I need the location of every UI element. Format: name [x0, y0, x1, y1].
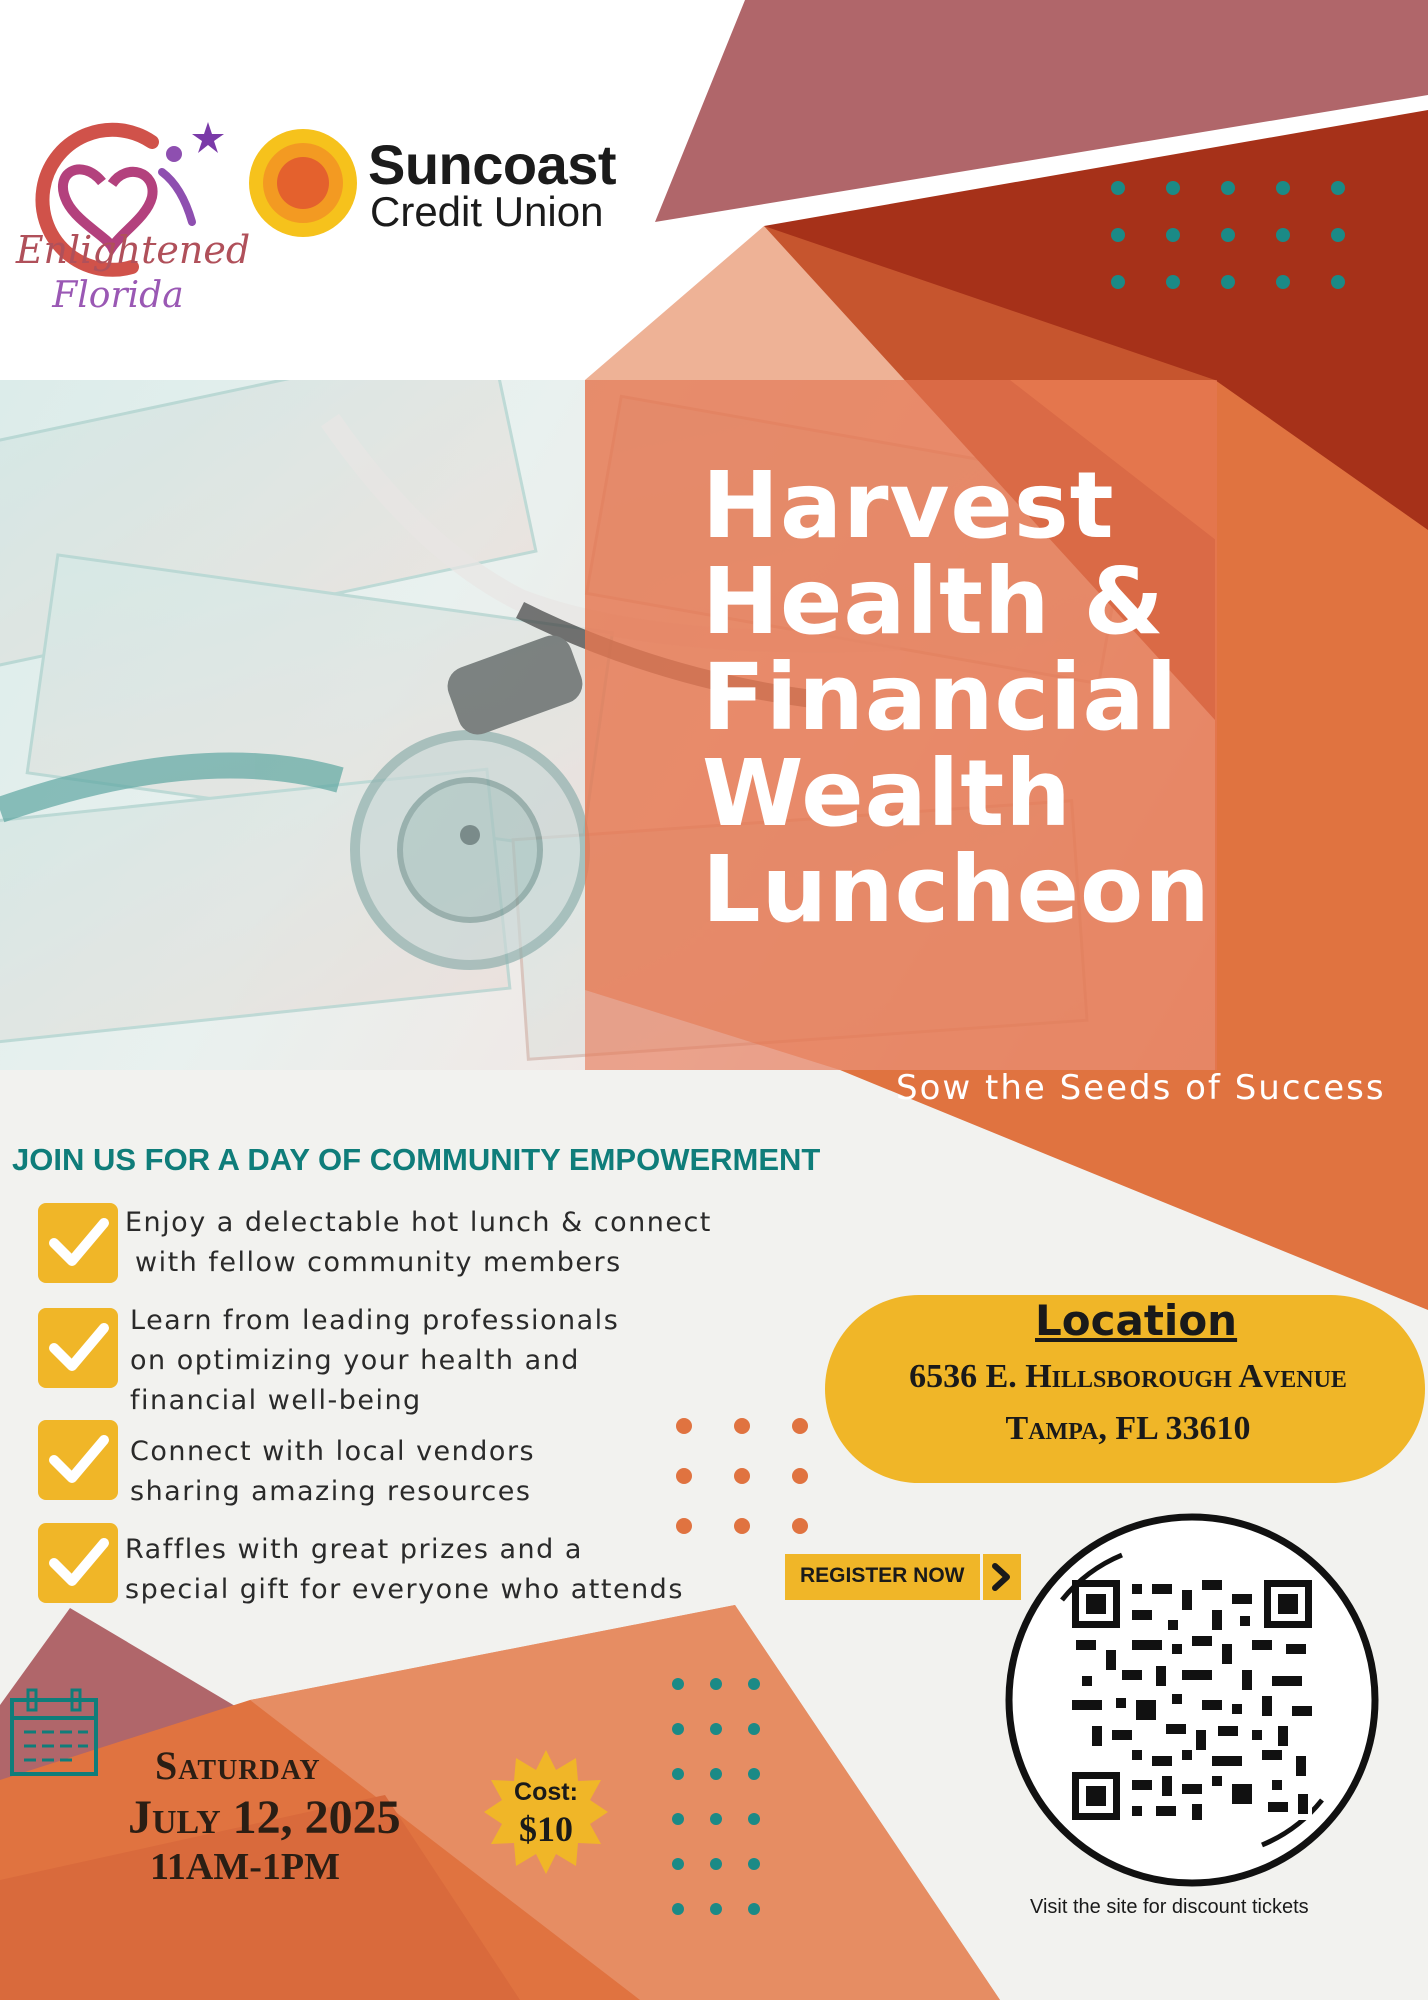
orange-dots: [672, 1410, 812, 1540]
tagline: Sow the Seeds of Success: [896, 1068, 1386, 1108]
suncoast-name: Suncoast: [368, 133, 617, 196]
florida-logo-text: Florida: [52, 275, 184, 316]
qr-caption: Visit the site for discount tickets: [1030, 1896, 1309, 1918]
cost-value: $10: [519, 1809, 573, 1849]
teal-dots-top: [1100, 172, 1360, 292]
cost-label: Cost:: [514, 1778, 578, 1806]
location-street: 6536 E. Hillsborough Avenue: [909, 1358, 1347, 1395]
suncoast-subtitle: Credit Union: [370, 188, 604, 235]
event-time: 11AM-1PM: [150, 1846, 340, 1888]
calendar-icon: [8, 1686, 100, 1778]
register-now-label[interactable]: REGISTER NOW: [800, 1564, 965, 1587]
check-icon: [38, 1420, 118, 1500]
location-city: Tampa, FL 33610: [1005, 1410, 1251, 1447]
sun-logo: [248, 128, 358, 238]
title-line: Wealth: [702, 740, 1072, 847]
check-icon: [38, 1308, 118, 1388]
benefit-item: Connect with local vendors sharing amazing resources: [130, 1436, 536, 1507]
enlightened-logo-text: Enlightened: [15, 228, 251, 272]
title-line: Financial: [702, 644, 1179, 751]
benefit-item: Raffles with great prizes and a special gift for everyone who attends: [125, 1534, 684, 1605]
benefit-item: Learn from leading professionals on optimizing your health and financial well-being: [130, 1305, 620, 1416]
title-line: Luncheon: [702, 836, 1211, 943]
location-title: Location: [1035, 1296, 1238, 1345]
check-icon: [38, 1203, 118, 1283]
join-heading: JOIN US FOR A DAY OF COMMUNITY EMPOWERMENT: [12, 1142, 821, 1177]
event-date: July 12, 2025: [128, 1791, 401, 1844]
event-day: Saturday: [155, 1743, 321, 1788]
benefit-item: Enjoy a delectable hot lunch & connect with fellow community members: [125, 1207, 712, 1278]
title-line: Health &: [702, 548, 1165, 655]
qr-code[interactable]: [1072, 1580, 1312, 1820]
title-line: Harvest: [702, 452, 1115, 559]
teal-dots-bottom: [666, 1672, 766, 1922]
check-icon: [38, 1523, 118, 1603]
event-title: [702, 452, 1262, 943]
